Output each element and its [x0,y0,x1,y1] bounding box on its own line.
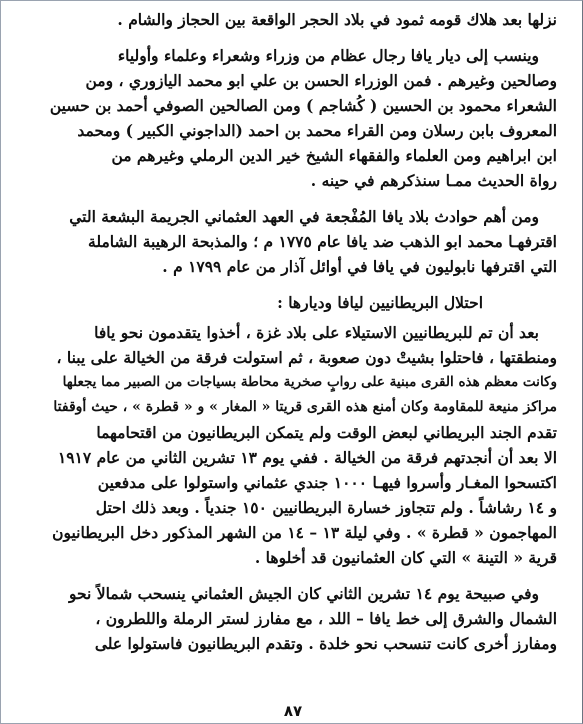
text-line: ابن ابراهيم ومن العلماء والفقهاء الشيخ خير الدين الرملي وغيرهم من [111,146,557,165]
section-heading: احتلال البريطانيين ليافا وديارها : [277,293,483,312]
text-line: التي اقترفها نابوليون في يافا في أوائل آذار من عام ١٧٩٩ م . [162,257,557,276]
paragraph-gap [37,570,557,581]
text-line: رواة الحديث ممـا سنذكرهم في حينه . [310,171,557,190]
text-line: المهاجمون « قطرة » . وفي ليلة ١٣ – ١٤ من الشهر المذكور دخل البريطانيون [52,523,557,542]
paragraph-gap [37,32,557,43]
text-line: ومفارز أخرى كانت تنسحب نحو خلدة . وتقدم البريطانيون فاستولوا على [94,634,557,653]
text-line: بعد أن تم للبريطانيين الاستيلاء على بلاد غزة ، أخذوا يتقدمون نحو يافا [94,323,539,342]
text-line: وصالحين وغيرهم . فمن الوزراء الحسن بن علي ابو محمد اليازوري ، ومن [85,71,557,90]
book-page [37,7,557,707]
text-line: اكتسحوا المغـار وأسروا فيهـا ١٠٠٠ جندي عثماني واستولوا على مدفعين [97,473,557,492]
text-line: الشعراء محمود بن الحسين ( كُشاجم ) ومن الصالحين الصوفي أحمد بن حسين [49,96,557,115]
text-line: ومنطقتها ، فاحتلوا بشيتْ دون صعوبة ، ثم استولت فرقة من الخيالة على يبنا ، [56,348,557,367]
text-line: الشمال والشرق إلى خط يافا – اللد ، مع مفارز لستر الرملة واللطرون ، [95,609,557,628]
text-line: المعروف بابن رسلان ومن القراء محمد بن احمد (الداجوني الكبير ) ومحمد [77,121,557,140]
text-line: مراكز منيعة للمقاومة وكان أمنع هذه القرى قريتا « المغار » و « قطرة » ، حيث أوقفتا [53,399,557,415]
text-line: اقترفهـا محمد ابو الذهب ضد يافا عام ١٧٧٥ م ؛ والمذبحة الرهيبة الشاملة [88,232,557,251]
text-line: وفي صبيحة يوم ١٤ تشرين الثاني كان الجيش العثماني ينسحب شمالاً نحو [69,584,539,603]
paragraph-gap [37,279,557,290]
text-line: تقدم الجند البريطاني لبعض الوقت ولم يتمكن البريطانيون من اقتحامهما [96,423,557,442]
text-line: الا بعد أن أنجدتهم فرقة من الخيالة . ففي يوم ١٣ تشرين الثاني من عام ١٩١٧ [57,448,557,467]
text-line: نزلها بعد هلاك قومه ثمود في بلاد الحجر الواقعة بين الحجاز والشام . [117,10,557,29]
text-line: قرية « التينة » التي كان العثمانيون قد أخلوها . [254,548,557,567]
text-line: ومن أهم حوادث بلاد يافا المُفْجعة في العهد العثماني الجريمة البشعة التي [69,207,539,226]
text-line: و ١٤ رشاشاً . ولم تتجاوز خسارة البريطانيين ١٥٠ جندياً . وبعد ذلك احتل [95,498,557,517]
text-line: وكانت معظم هذه القرى مبنية على روابٍ صخرية محاطة بسياجات من الصبير مما يجعلها [62,374,557,390]
paragraph-gap [37,193,557,204]
page-number: ٨٧ [283,702,303,720]
text-line: وينسب إلى ديار يافا رجال عظام من وزراء وشعراء وعلماء وأولياء [117,46,539,65]
